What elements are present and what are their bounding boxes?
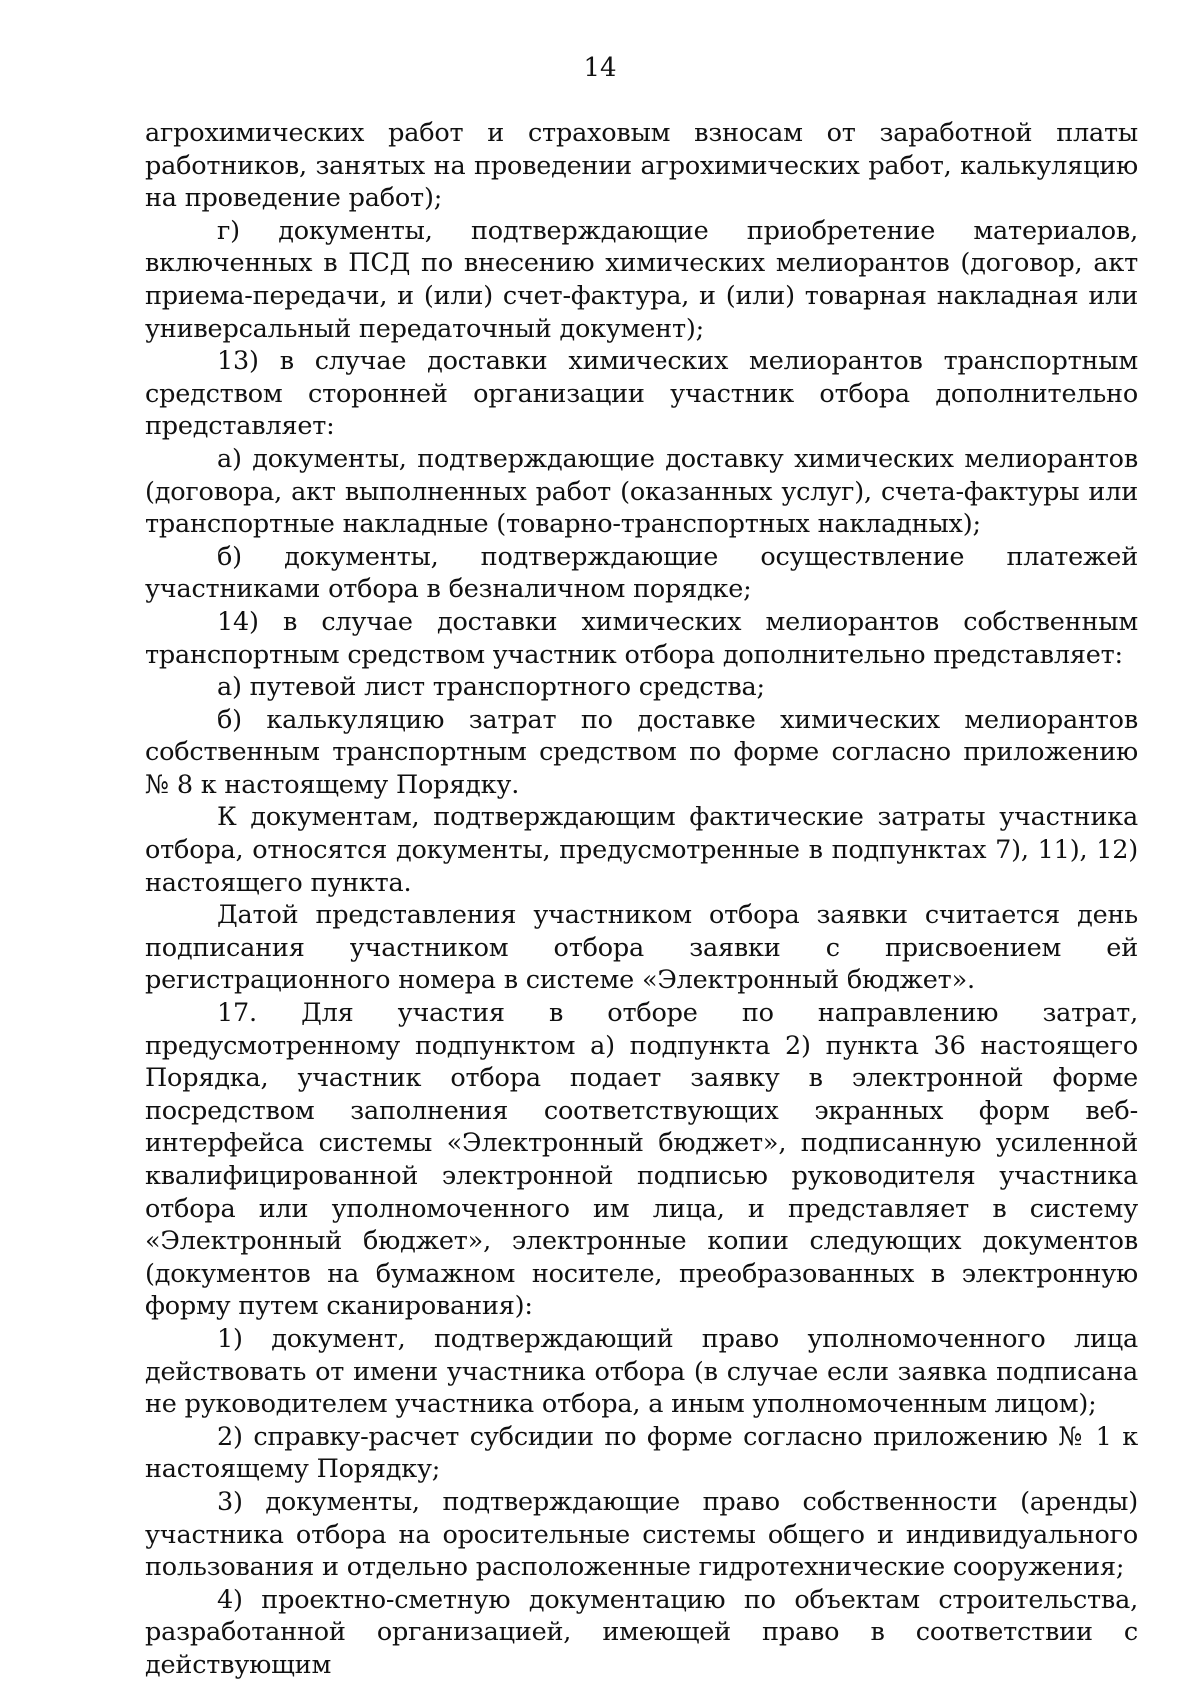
paragraph-item-14b-cost-calculation: б) калькуляцию затрат по доставке химических мелиорантов собственным транспортным средством по форме согласно приложению № 8 к настоящему Порядку. bbox=[145, 704, 1138, 800]
paragraph-item-1-authority-document: 1) документ, подтверждающий право уполномоченного лица действовать от имени участника отбора (в случае если заявка подписана не руководителем участника отбора, а иным уполномоченным лицом); bbox=[145, 1323, 1138, 1420]
document-body bbox=[145, 117, 1138, 1682]
paragraph-section-17: 17. Для участия в отборе по направлению затрат, предусмотренному подпунктом а) подпункта 2) пункта 36 настоящего Порядка, участник отбора подает заявку в электронной форме посредством заполнения соответствующих экранных форм веб-интерфейса системы «Электронный бюджет», подписанную усиленной квалифицированной электронной подписью руководителя участника отбора или уполномоченного им лица, и представляет в систему «Электронный бюджет», электронные копии следующих документов (документов на бумажном носителе, преобразованных в электронную форму путем сканирования): bbox=[145, 998, 1138, 1322]
paragraph-item-g-materials: г) документы, подтверждающие приобретение материалов, включенных в ПСД по внесению химических мелиорантов (договор, акт приема-передачи, и (или) счет-фактура, и (или) товарная накладная или универсальный передаточный документ); bbox=[145, 215, 1138, 344]
paragraph-submission-date: Датой представления участником отбора заявки считается день подписания участником отбора заявки с присвоением ей регистрационного номера в системе «Электронный бюджет». bbox=[145, 900, 1138, 996]
paragraph-item-13a-delivery-documents: а) документы, подтверждающие доставку химических мелиорантов (договора, акт выполненных работ (оказанных услуг), счета-фактуры или транспортные накладные (товарно-транспортных накладных); bbox=[145, 443, 1138, 540]
paragraph-item-4-design-documentation: 4) проектно-сметную документацию по объектам строительства, разработанной организацией, имеющей право в соответствии с действующим bbox=[145, 1584, 1138, 1680]
paragraph-item-3-ownership-documents: 3) документы, подтверждающие право собственности (аренды) участника отбора на оросительные системы общего и индивидуального пользования и отдельно расположенные гидротехнические сооружения; bbox=[145, 1486, 1138, 1583]
paragraph-continuation: агрохимических работ и страховым взносам от заработной платы работников, занятых на проведении агрохимических работ, калькуляцию на проведение работ); bbox=[145, 118, 1138, 214]
paragraph-item-14-own-transport: 14) в случае доставки химических мелиорантов собственным транспортным средством участник отбора дополнительно представляет: bbox=[145, 606, 1138, 670]
paragraph-item-2-subsidy-calculation: 2) справку-расчет субсидии по форме согласно приложению № 1 к настоящему Порядку; bbox=[145, 1421, 1138, 1485]
paragraph-item-14a-waybill: а) путевой лист транспортного средства; bbox=[217, 672, 765, 703]
paragraph-actual-costs-documents: К документам, подтверждающим фактические затраты участника отбора, относятся документы, предусмотренные в подпунктах 7), 11), 12) настоящего пункта. bbox=[145, 802, 1138, 898]
paragraph-item-13b-payment-documents: б) документы, подтверждающие осуществление платежей участниками отбора в безналичном порядке; bbox=[145, 541, 1138, 605]
paragraph-item-13-third-party-delivery: 13) в случае доставки химических мелиорантов транспортным средством сторонней организации участник отбора дополнительно представляет: bbox=[145, 346, 1138, 442]
page-number: 14 bbox=[583, 53, 617, 83]
